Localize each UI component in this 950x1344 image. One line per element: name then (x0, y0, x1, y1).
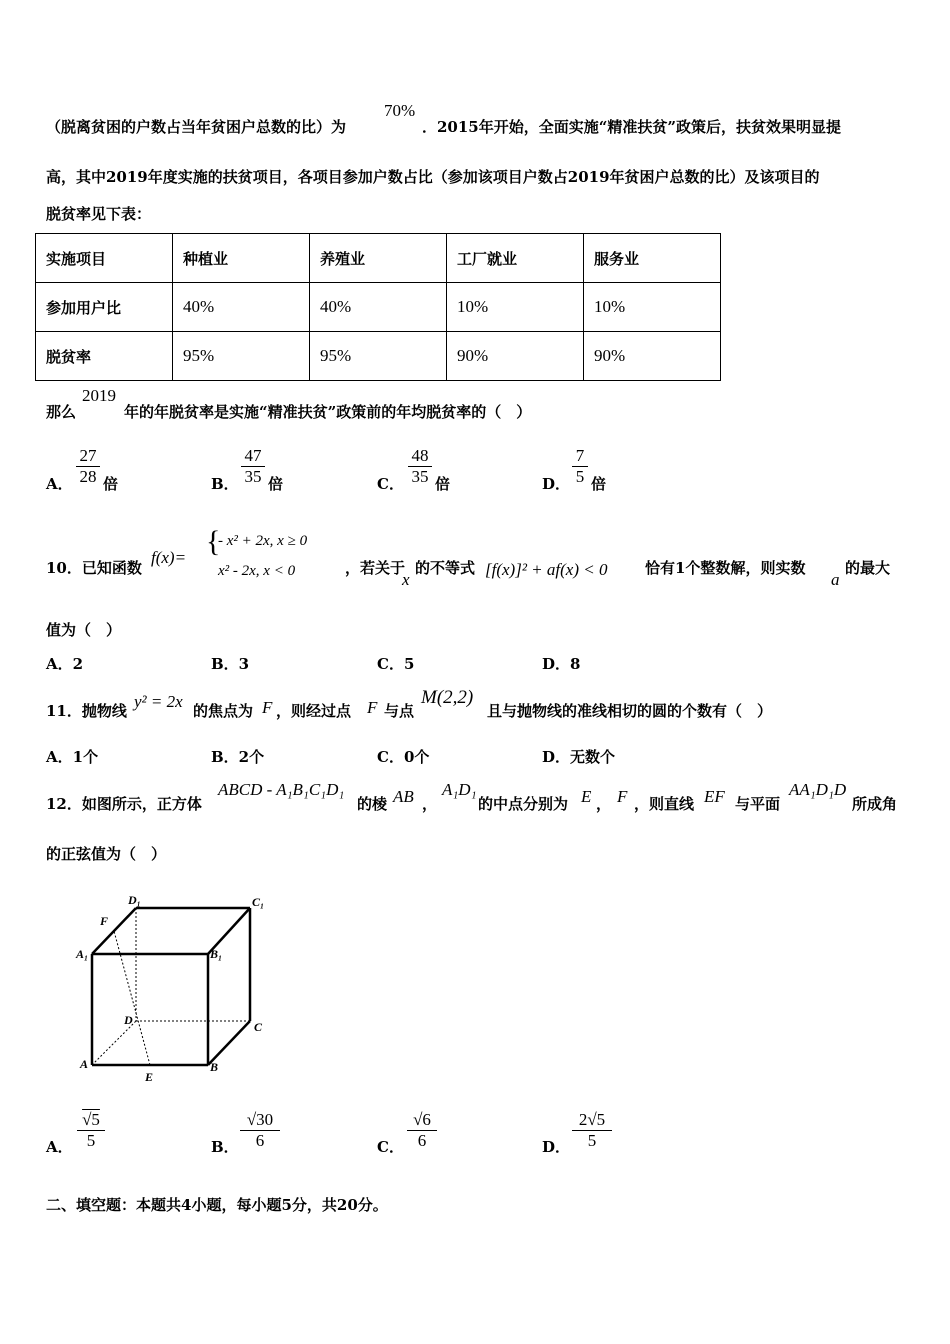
q11-point-M: M(2,2) (421, 687, 474, 708)
fraction-numerator: 27 (79, 446, 97, 465)
q12-c: ， (422, 795, 438, 813)
edge-A1-D1 (92, 908, 136, 954)
label-C1: C₁ (252, 895, 265, 909)
intro-line2: 高，其中2019年度实施的扶贫项目，各项目参加户数占比（参加该项目户数占2019年贫困户总数的比）及该项目的 (46, 168, 820, 186)
q10-mid1: ，若关于 (345, 559, 406, 577)
intro-line3: 脱贫率见下表： (46, 205, 152, 223)
q11-d: 与点 (384, 702, 415, 720)
intro-line1-b: ．2015年开始，全面实施“精准扶贫”政策后，扶贫效果明显提 (422, 118, 842, 136)
fraction-numerator: 48 (411, 446, 429, 465)
q9-option-a-suffix: 倍 (103, 475, 119, 493)
hidden-edge-A-D (92, 1021, 136, 1065)
table-cell: 脱贫率 (36, 332, 173, 381)
intro-line1-a: （脱离贫困的户数占当年贫困户总数的比）为 (46, 118, 347, 136)
q12-plane: AA₁D₁D (789, 780, 847, 799)
table-cell: 10% (584, 283, 721, 332)
q12-option-b-fraction (240, 1110, 280, 1151)
q11-option-c: C．0个 (377, 748, 430, 766)
q11-option-a: A．1个 (46, 748, 99, 766)
table-header-row (36, 234, 721, 283)
label-B1: B₁ (210, 947, 223, 961)
q10-mid2: 的不等式 (415, 559, 476, 577)
table-cell: 40% (310, 283, 447, 332)
q9-option-b-fraction (241, 446, 265, 487)
q10-option-c: C．5 (377, 655, 415, 673)
q12-option-c-label: C． (377, 1138, 404, 1156)
q10-var-a: a (831, 570, 840, 589)
q12-EF: EF (704, 787, 725, 806)
q10-case2: x² - 2x, x < 0 (218, 563, 296, 579)
label-E: E (145, 1070, 154, 1084)
q9-option-d-fraction (572, 446, 588, 487)
table-cell: 90% (447, 332, 584, 381)
q11-option-d: D．无数个 (542, 748, 616, 766)
fraction-numerator: 7 (575, 446, 585, 465)
fraction-numerator: √6 (413, 1110, 431, 1129)
q11-F2: F (367, 698, 378, 717)
q9-option-a-fraction (76, 446, 100, 487)
q9-option-a-label: A． (46, 475, 73, 493)
q9-option-c-fraction (408, 446, 432, 487)
q10-mid3: 恰有1个整数解，则实数 (645, 559, 806, 577)
label-D1: D₁ (128, 893, 141, 907)
table-row (36, 283, 721, 332)
fraction-denominator: 28 (79, 467, 97, 486)
q9-stem-b: 年的年脱贫率是实施“精准扶贫”政策前的年均脱贫率的（ ） (124, 403, 532, 421)
q12-h: 所成角 (852, 795, 898, 813)
q12-option-a-fraction (77, 1110, 105, 1151)
q11-F1: F (262, 698, 273, 717)
q11-e: 且与抛物线的准线相切的圆的个数有（ ） (487, 702, 773, 720)
q12-cube: ABCD - A₁B₁C₁D₁ (218, 780, 345, 799)
table-cell: 95% (173, 332, 310, 381)
table-header-cell: 工厂就业 (447, 234, 584, 283)
q10-option-b: B．3 (211, 655, 250, 673)
fraction-denominator: 5 (575, 467, 585, 486)
q11-option-b: B．2个 (211, 748, 265, 766)
fraction-denominator: 5 (86, 1131, 96, 1150)
q11-equation: y² = 2x (134, 692, 183, 711)
q12-AB: AB (393, 787, 414, 806)
table-cell: 90% (584, 332, 721, 381)
q9-option-b-label: B． (211, 475, 239, 493)
label-A1: A₁ (76, 947, 89, 961)
q10-option-d: D．8 (542, 655, 581, 673)
poverty-table (35, 233, 721, 381)
q12-option-d-label: D． (542, 1138, 571, 1156)
fraction-denominator: 35 (411, 467, 429, 486)
table-row (36, 332, 721, 381)
fraction-numerator: 47 (244, 446, 262, 465)
q9-option-d-label: D． (542, 475, 571, 493)
table-header-cell: 服务业 (584, 234, 721, 283)
q11-b: 的焦点为 (193, 702, 254, 720)
q9-option-b-suffix: 倍 (268, 475, 284, 493)
fraction-denominator: 6 (255, 1131, 265, 1150)
q10-line2: 值为（ ） (46, 621, 122, 639)
intro-pct: 70% (384, 101, 416, 120)
label-C: C (254, 1020, 263, 1034)
q10-var-x: x (402, 570, 410, 589)
fraction-numerator: √5 (82, 1110, 100, 1129)
q10-brace: { (206, 525, 221, 558)
table-header-cell: 种植业 (173, 234, 310, 283)
q9-option-c-label: C． (377, 475, 404, 493)
q9-year: 2019 (82, 386, 116, 405)
q9-option-d-suffix: 倍 (591, 475, 607, 493)
q12-option-c-fraction (407, 1110, 437, 1151)
table-header-cell: 实施项目 (36, 234, 173, 283)
table-cell: 参加用户比 (36, 283, 173, 332)
table-cell: 95% (310, 332, 447, 381)
fraction-numerator: √30 (246, 1110, 274, 1129)
q12-d: 的中点分别为 (478, 795, 569, 813)
q12-line2: 的正弦值为（ ） (46, 845, 167, 863)
q12-F: F (617, 787, 628, 806)
q12-E: E (581, 787, 592, 806)
label-A: A (80, 1057, 89, 1071)
q12-e: ， (596, 795, 612, 813)
fraction-numerator: 2√5 (578, 1110, 606, 1129)
q11-a: 11．抛物线 (46, 702, 127, 720)
q12-g: 与平面 (735, 795, 781, 813)
q10-mid4: 的最大 (845, 559, 891, 577)
q11-c: ，则经过点 (276, 702, 352, 720)
fraction-denominator: 5 (587, 1131, 597, 1150)
table-header-cell: 养殖业 (310, 234, 447, 283)
q10-fx: f(x)= (151, 548, 187, 567)
q12-A1D1: A₁D₁ (442, 780, 477, 799)
segment-E-F (114, 931, 150, 1065)
table-cell: 40% (173, 283, 310, 332)
q9-option-c-suffix: 倍 (435, 475, 451, 493)
q10-option-a: A．2 (46, 655, 84, 673)
fraction-denominator: 6 (417, 1131, 427, 1150)
q9-stem-a: 那么 (46, 403, 77, 421)
cube-figure (70, 890, 290, 1090)
q12-option-a-label: A． (46, 1138, 73, 1156)
q12-f: ，则直线 (634, 795, 695, 813)
label-B: B (210, 1060, 219, 1074)
q10-number: 10．已知函数 (46, 559, 142, 577)
table-cell: 10% (447, 283, 584, 332)
section-2-heading: 二、填空题：本题共4小题，每小题5分，共20分。 (46, 1196, 388, 1214)
label-D: D (124, 1013, 133, 1027)
label-F: F (100, 914, 109, 928)
fraction-denominator: 35 (244, 467, 262, 486)
q10-inequality: [f(x)]² + af(x) < 0 (485, 560, 608, 579)
q12-a: 12．如图所示，正方体 (46, 795, 202, 813)
q10-case1: - x² + 2x, x ≥ 0 (218, 533, 308, 549)
q12-option-d-fraction (572, 1110, 612, 1151)
q12-b: 的棱 (357, 795, 388, 813)
edge-B-C (208, 1021, 250, 1065)
q12-option-b-label: B． (211, 1138, 239, 1156)
